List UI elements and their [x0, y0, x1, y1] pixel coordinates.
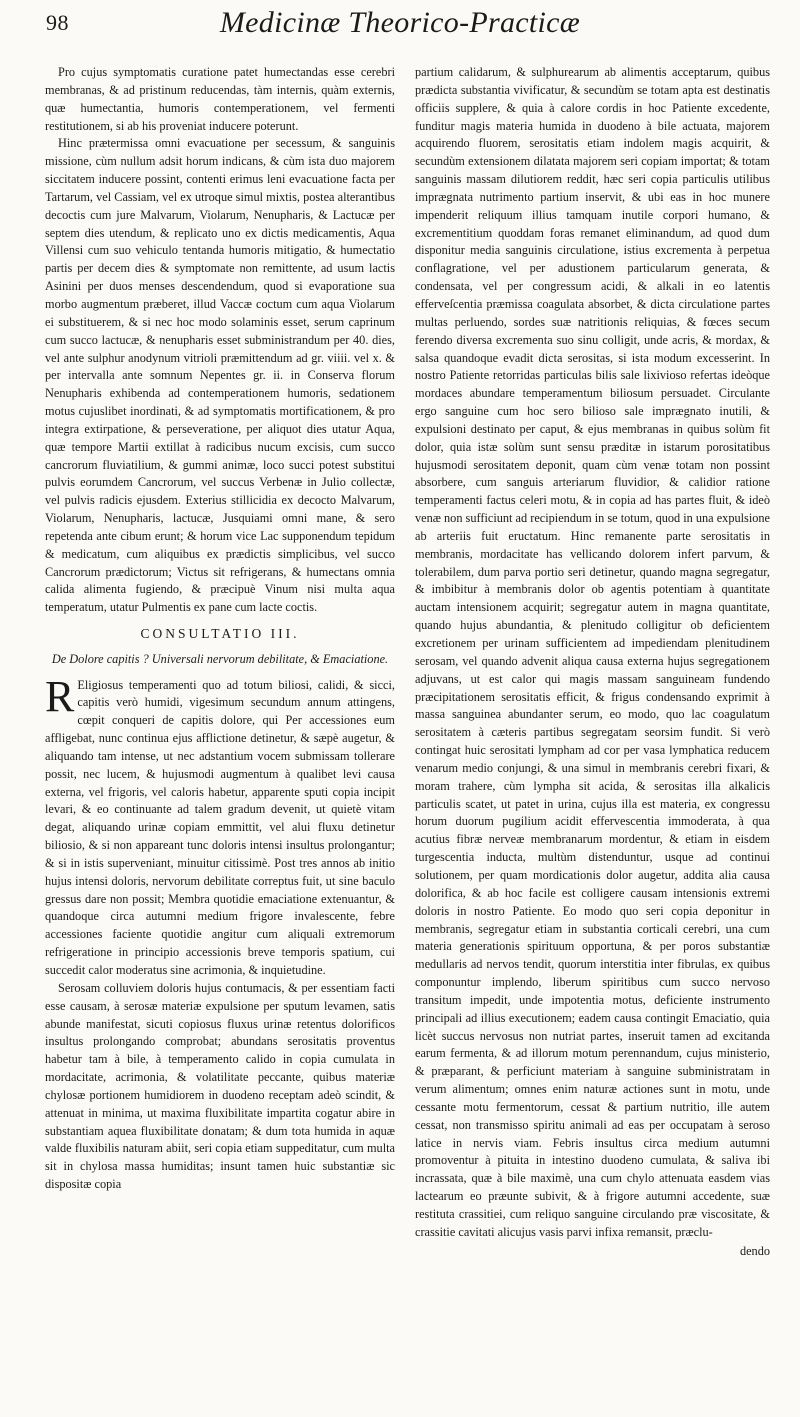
running-head: Medicinæ Theorico-Practicæ: [219, 6, 581, 39]
left-paragraph-3-text: Eligiosus temperamenti quo ad totum biliosi, calidi, & sicci, capitis verò humidi, vigesimum secundum annum attingens, cœpit conqueri de capitis dolore, qui Per accessiones eum affligebat, nunc continua ejus afflictione detinetur, & sæpè augetur, & aliquando tam intense, ut nec adstantium vocem submissam tollerare possit, nec lucem, & hujusmodi augmentum à qualibet levi causa externa, vel frigoris, vel caloris habetur, apparente sputi copia incipit levari, & eo continuante ad talem gradum devenit, ut quietè vitam degat, aliquando urinæ copiam emmittit, vel alui fluxu detinetur biliosio, & si non appareant tunc doloris intensi insultus prolongantur; & si in istis superveniant, minuitur citissimè. Post tres annos ab initio hujus intensi doloris, nervorum debilitate correptus fuit, ut sine baculo gressus dare non possit; Membra quotidie emaciatione extenuantur, & quandoque circa autumni medium frigore invalescente, febre accessiones faciente quotidie angitur cum aliquali extremorum refrigeratione in principio accessionis breve temporis spatium, cui succedit calor moderatus sine acrimonia, & inquietudine.: [45, 677, 395, 977]
right-column: [415, 64, 770, 1261]
page-number: 98: [46, 10, 69, 35]
right-paragraph-1: partium calidarum, & sulphurearum ab alimentis acceptarum, quibus prædicta substantia vivificatur, & secundùm se totam apta est destinatis officiis supplere, & quia à calore cordis in hoc Patiente excedente, funditur magis materia humida in duodeno à bile actuata, majorem acquirendo fluorem, serositatis etiam indolem magis acquirit, & secundùm extensionem dilatata majorem seri copiam importat; & totam sanguinis massam dilutiorem reddit, hæc seri copia particulis utilibus imprægnata nutrimento partium inservit, & ubi eas in hoc munere impenderit reliquum illius tamquam inutile corpori humano, & excrementitium quoddam foras remanet eliminandum, ad quod dum disponitur media sanguinis circulatione, istius excrementa à perpetua conflagratione, vel per adustionem particularum generata, & condensata, vel per congressum acidi, & alkali in eo latentis efferveſcentia præmissa coagulata absorbet, & dicta circulatione partes multas perluendo, sordes suæ natritionis reliquias, & fœces secum ferendo diversa excrementa suo sinu colligit, unde acris, & mordax, & salsa quandoque evadit dicta serositas, si ista modum excesserint. In nostro Patiente retorridas particulas bilis sale lixivioso refertas ideòque mordaces abundare temperamentum biliosum persuadet. Circulante ergo sanguine cum hoc sero bilioso sale imprægnato inutili, & expulsioni destinato per caput, & ejus membranas in quibus solùm fit dolor, quia istæ solùm sunt sensu præditæ in istarum porositatibus hujusmodi serositatem deponit, quam cùm venæ totam non possint absorbere, cum sanguis arteriarum fluvidior, & calidior ratione temperamenti factus celeri motu, & in copia ad has partes fluit, & ideò venæ non sufficiunt ad recipiendum in se totum, quod in una expulsione ab arteriis fuit eructatum. Hinc remanente parte serositatis in membranis, mordacitate has vellicando dolorem infert parvum, & tolerabilem, dum parva portio seri detinetur, quando magna segregatur, & imbibitur à membranis dolor ob agentis potentiam à quantitate auctam intensionem acquirit; segregatur autem in magna quantitate, quando hujus abundantia, & plenitudo colligitur ob deficientem excretionem per urinam sufficientem ad impediendam plenitudinem serosam, vel quando advenit aliqua causa externa hujus segregationem adjuvans, ut est calor qui magis massam sanguineam fundendo præcipitationem serositatis efficit, & frigus condensando exprimit à massa sanguinea abundanter serum, eo modo, quo lac coagulatum serositatem à cæteris partibus segregatam seorsim fundit. Si verò contingat huic serositati lympham ad cor per vasa lymphatica reducem venarum medio conjungi, & una simul in membranis cerebri fixari, & moram trahere, cùm lympha sit acida, & serositas illa alkalicis particulis scatet, ut patet in urina, cujus illa est materia, ex congressu horum duorum pugilium acidit effervescentia immoderata, à qua acutius fibræ nerveæ membranarum mordentur, & etiam in eisdem turgescentia inducta, multùm distenduntur, usque ad continui solutionem, per quam mordicationis dolor augetur, addita alia causa dolorifica, & ab hoc facile est colligere causam intensionis extremi doloris in nostro Patiente. Eo modo quo seri copia deponitur in membranis, segregatur etiam in substantia corticali cerebri, una cum materia generationis spirituum opportuna, & per poros substantiæ medullaris ad nervos tendit, quorum interstitia inter fibrulas, ex quibus componuntur implendo, liberum spiritibus cum succo nervoso transitum impedit, unde impotentia motus, deficiente instrumento principali ad illius executionem; eadem causa contingit Emaciatio, quia licèt succus nervosus non nutriat partes, inseruit tamen ad excitanda earum fermenta, & ad illorum motum perennandum, cujus ministerio, & præparant, & perficiunt materiam à sanguine subministratam in verum alimentum; omnes enim naturæ actiones sunt in motu, unde cessante motu fermentorum, cessat & partium nutritio, ille autem cessat, non transmisso spiritu animali ad eas per occupatam à seroso latice in nervis viam. Febris insultus circa medium autumni promoventur à pituita in intestino duodeno cumulata, & saliva ibi incrassata, quæ à bile maximè, una cum chylo attenuata easdem vias lactearum eo præunte subivit, & à frigore autumni accedente, suæ restituta crassitiei, cum reliquo sanguine circulando præ viscositate, & crassitie cavitati alicujus vasis parvi infixa remansit, præclu-: [415, 65, 770, 1239]
left-paragraph-1: Pro cujus symptomatis curatione patet humectandas esse cerebri membranas, & ad pristinum reducendas, tàm internis, quàm externis, quæ humectantia, humoris contemperationem, vel fermenti restitutionem, si ab his proveniat inducere poterunt.: [45, 65, 395, 133]
left-paragraph-4: Serosam colluviem doloris hujus contumacis, & per essentiam facti esse causam, à serosæ materiæ expulsione per sputum levamen, satis abunde manifestat, sicuti copiosus fluxus urinæ retentus dolorificos insultus prolongando comprobat; abundans serositatis proventus habetur tam à bile, à temperamento calido in copia cumulata in mordacitate, acrimonia, & volatilitate peccante, quibus materiæ chylosæ portionem humidiorem in duodeno receptam adeò scindit, & attenuat in minima, ut maxima fluxibilitate impartita cogatur abire in substantiam aquea fluxibilitate donatam; & dum tota humida in aquæ valde fluxibilis naturam abiit, seri copia etiam suppeditatur, cum multa sit in chylosa massa humiditas; insunt tamen huic substantiæ sic dispositæ copia: [45, 980, 395, 1192]
left-paragraph-3: [45, 671, 395, 980]
drop-cap: R: [45, 671, 75, 721]
left-column: [45, 64, 395, 1194]
consultatio-heading: CONSULTATIO III.: [140, 626, 300, 642]
catchword: dendo: [739, 1243, 770, 1258]
consultatio-title: De Dolore capitis ? Universali nervorum debilitate, & Emaciatione.: [51, 652, 389, 666]
left-paragraph-2: Hinc prætermissa omni evacuatione per secessum, & sanguinis missione, cùm nullum adsit horum indicans, & cùm ista duo majorem siccitatem inducere possint, contenti erimus leni evacuatione facta per Tartarum, vel Cassiam, vel ex utroque simul mixtis, postea alterantibus decoctis cum jure Malvarum, Violarum, Nenupharis, & Lactucæ per septem dies utendum, & replicato uno ex dictis medicamentis, Aqua Villensi cum suo vehiculo tentanda humoris mitigatio, & humectatio partis per decem dies & symptomate non remittente, ad usum lactis Asinini per duos menses descendendum, quod si evaporatione sua morbo augmentum præberet, illud Vaccæ coctum cum aqua Violarum ei substituerem, & si nec hoc modo solaminis esset, serum caprinum cum succo lactucæ, & nenupharis esset subministrandum per 40. dies, vel ante sulphur anodynum vitrioli præmittendum ad gr. viiii. vel x. & per intervalla ante somnum Nepentes gr. ii. in Conserva florum Nenupharis exhibenda ad contemperationem humoris, sedationem motus cujuslibet inordinati, & ad symptomatis mortificationem, & pro integra extirpatione, & perseveratione, per aliquot dies utatur Aqua, quæ tempore Martii extillat à radicibus nucum excisis, cum succo cancrorum fluviatilium, & gummi animæ, loco succi potest substitui pulvis eorumdem Cancrorum, vel succus Verbenæ in Julio collectæ, vel pulvis radicis ejusdem. Exterius stillicidia ex decocto Malvarum, Violarum, Nenupharis, lactucæ, Jusquiami omni mane, & sero repetenda ante cibum erunt; & horum vice Lac supponendum tepidum & medicatum, cum aliquibus ex prædictis simplicibus, vel succo Cancrorum prædictorum; Victus sit refrigerans, & humectans omnia calida alimenta fugiendo, & præcipuè Vinum nisi multa aqua temperatum, utatur Pulmentis ex pane cum lacte coctis.: [45, 136, 395, 615]
